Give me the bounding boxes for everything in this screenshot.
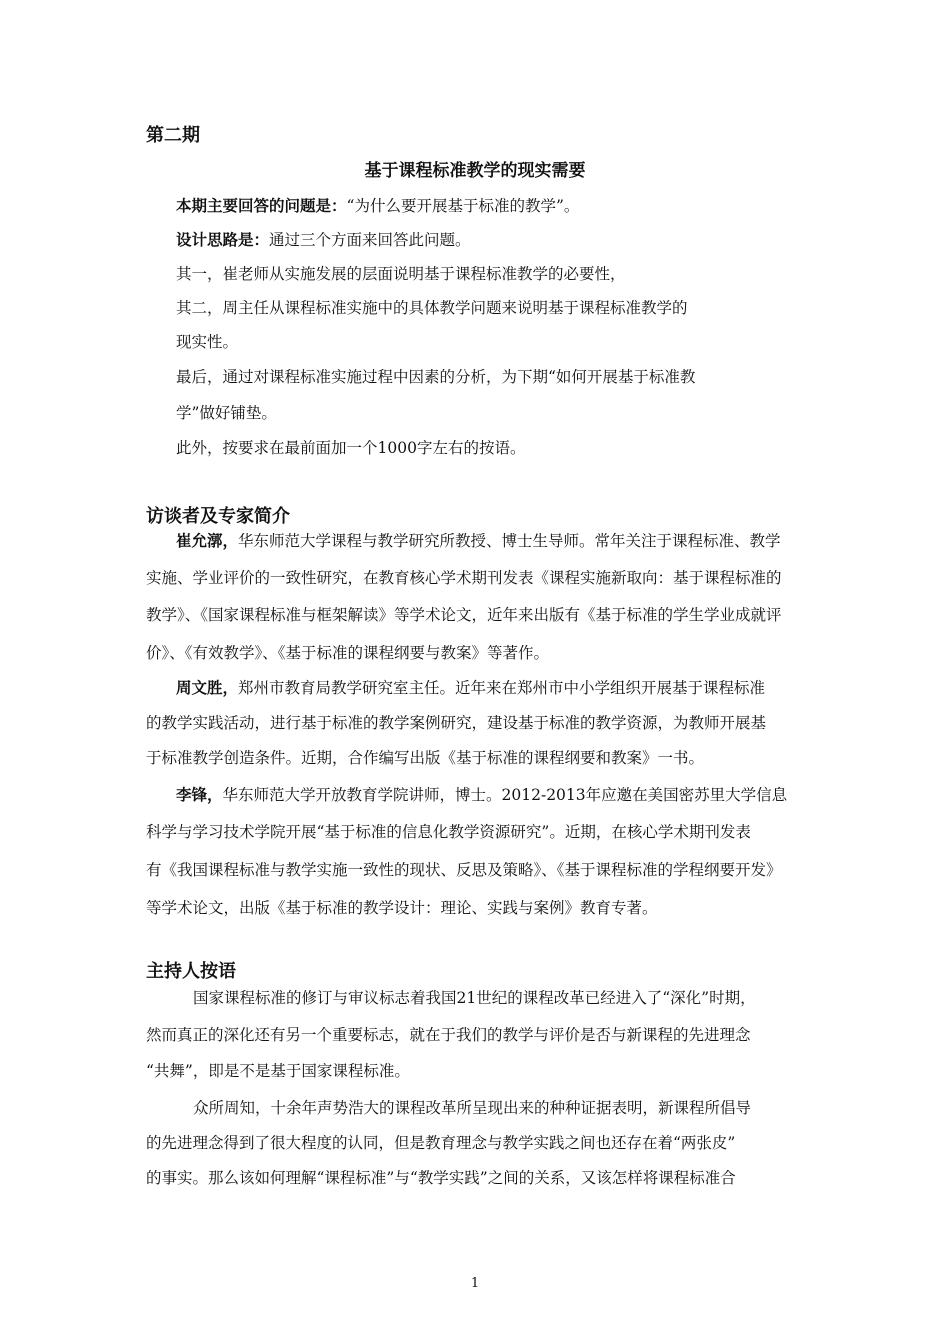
expert-line: 李锋，华东师范大学开放教育学院讲师，博士。2012-2013年应邀在美国密苏里大学信息: [176, 786, 788, 804]
expert-line: 崔允漷，华东师范大学课程与教学研究所教授、博士生导师。常年关注于课程标准、教学: [176, 532, 781, 550]
intro-line: 其一，崔老师从实施发展的层面说明基于课程标准教学的必要性，: [176, 265, 626, 283]
host-line: “共舞”，即是不是基于国家课程标准。: [146, 1062, 410, 1080]
design-line: [176, 230, 471, 250]
page-number: 1: [470, 1276, 480, 1291]
host-line: 国家课程标准的修订与审议标志着我国21世纪的课程改革已经进入了“深化”时期，: [193, 989, 756, 1007]
intro-line: 最后，通过对课程标准实施过程中因素的分析，为下期“如何开展基于标准教: [176, 368, 696, 386]
expert-line: 于标准教学创造条件。近期，合作编写出版《基于标准的课程纲要和教案》一书。: [146, 749, 705, 767]
question-text: “为什么要开展基于标准的教学”。: [346, 197, 580, 215]
question-line: [176, 196, 579, 216]
issue-label: 第二期: [146, 125, 200, 146]
expert-line: 周文胜，郑州市教育局教学研究室主任。近年来在郑州市中小学组织开展基于课程标准: [176, 679, 766, 697]
intro-line: 现实性。: [176, 333, 239, 351]
expert-line: 科学与学习技术学院开展“基于标准的信息化教学资源研究”。近期，在核心学术期刊发表: [146, 823, 751, 841]
expert-line: 等学术论文，出版《基于标准的教学设计：理论、实践与案例》教育专著。: [146, 899, 658, 917]
expert-name: 崔允漷，: [176, 532, 239, 550]
expert-line: 价》、《有效教学》、《基于标准的课程纲要与教案》等著作。: [146, 644, 550, 662]
intro-line: 其二，周主任从课程标准实施中的具体教学问题来说明基于课程标准教学的: [176, 299, 688, 317]
expert-line: 实施、学业评价的一致性研究，在教育核心学术期刊发表《课程实施新取向：基于课程标准的: [146, 569, 782, 587]
host-line: 的先进理念得到了很大程度的认同，但是教育理念与教学实践之间也还存在着“两张皮”: [146, 1134, 736, 1152]
intro-line: 学”做好铺垫。: [176, 404, 277, 422]
design-text: 通过三个方面来回答此问题。: [269, 231, 471, 249]
experts-heading: 访谈者及专家简介: [146, 506, 290, 527]
intro-line: 此外，按要求在最前面加一个1000字左右的按语。: [176, 439, 526, 457]
expert-line: 的教学实践活动，进行基于标准的教学案例研究，建设基于标准的教学资源，为教师开展基: [146, 714, 767, 732]
expert-name: 周文胜，: [176, 679, 239, 697]
design-label: 设计思路是：: [176, 231, 270, 249]
expert-line: 有《我国课程标准与教学实施一致性的现状、反思及策略》、《基于课程标准的学程纲要开发》: [146, 861, 782, 879]
document-title: 基于课程标准教学的现实需要: [364, 161, 586, 181]
host-line: 然而真正的深化还有另一个重要标志，就在于我们的教学与评价是否与新课程的先进理念: [146, 1026, 751, 1044]
expert-name: 李锋，: [176, 786, 223, 804]
question-label: 本期主要回答的问题是：: [176, 197, 347, 215]
host-line: 众所周知，十余年声势浩大的课程改革所呈现出来的种种证据表明，新课程所倡导: [193, 1099, 752, 1117]
host-line: 的事实。那么该如何理解“课程标准”与“教学实践”之间的关系，又该怎样将课程标准合: [146, 1169, 736, 1187]
host-heading: 主持人按语: [146, 961, 236, 982]
expert-line: 教学》、《国家课程标准与框架解读》等学术论文，近年来出版有《基于标准的学生学业成就评: [146, 606, 782, 624]
